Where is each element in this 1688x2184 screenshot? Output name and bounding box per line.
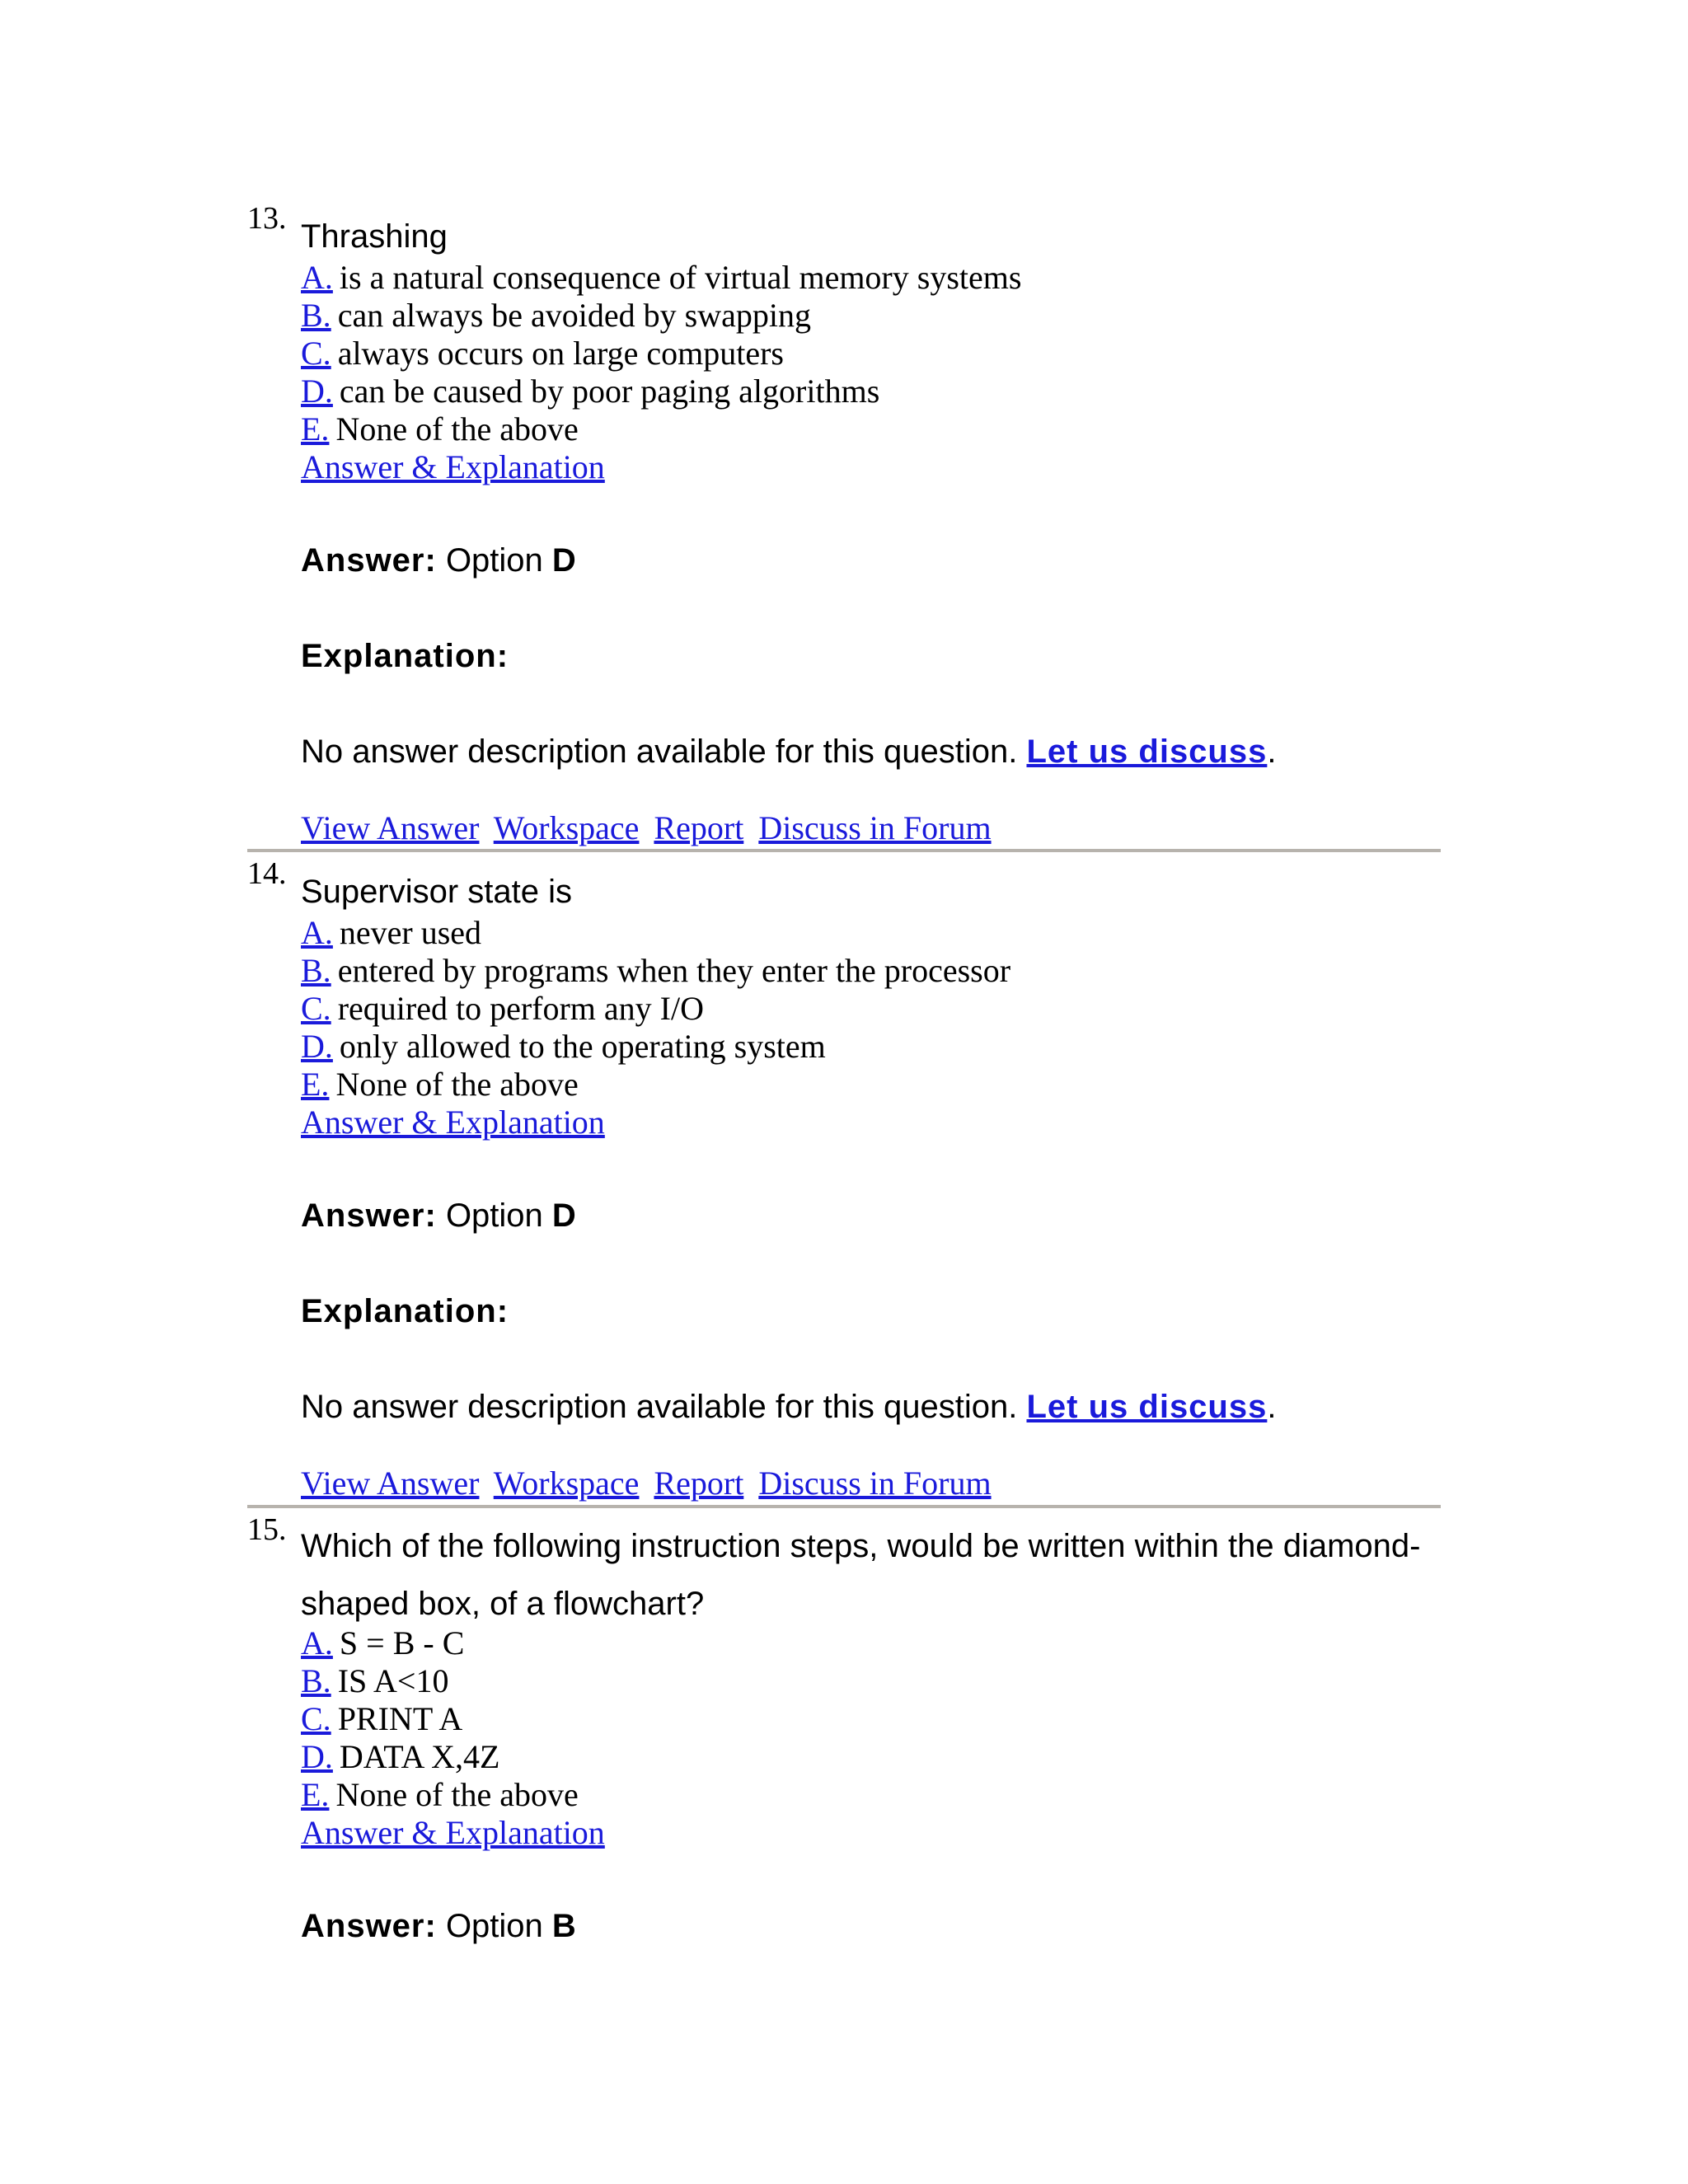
question-number: 14. xyxy=(247,856,287,891)
options-list xyxy=(301,914,1441,1104)
option-e-text: None of the above xyxy=(335,410,579,448)
option-e xyxy=(301,410,1441,448)
explanation-text xyxy=(301,732,1441,771)
discuss-suffix: . xyxy=(1267,1389,1277,1425)
option-e-link[interactable]: E. xyxy=(301,410,330,448)
option-e xyxy=(301,1776,1441,1814)
option-e-link[interactable]: E. xyxy=(301,1066,330,1103)
option-e-text: None of the above xyxy=(335,1776,579,1813)
explanation-body: No answer description available for this question. xyxy=(301,733,1018,770)
question-divider xyxy=(247,849,1441,852)
option-c-text: PRINT A xyxy=(337,1700,463,1737)
option-a-text: never used xyxy=(339,914,482,951)
question-14 xyxy=(247,855,1441,1502)
question-text-line-2: shaped box, of a flowchart? xyxy=(301,1586,705,1622)
option-a-link[interactable]: A. xyxy=(301,1624,333,1661)
option-d-link[interactable]: D. xyxy=(301,373,333,410)
workspace-link[interactable]: Workspace xyxy=(493,1465,640,1502)
question-divider xyxy=(247,1505,1441,1508)
option-b-text: entered by programs when they enter the processor xyxy=(337,952,1011,989)
question-number: 15. xyxy=(247,1512,287,1547)
report-link[interactable]: Report xyxy=(654,1465,744,1502)
option-b xyxy=(301,297,1441,335)
explanation-label: Explanation: xyxy=(301,1293,509,1329)
question-actions xyxy=(301,809,1441,847)
option-c-link[interactable]: C. xyxy=(301,1700,331,1737)
answer-option: D xyxy=(551,542,576,579)
option-d-text: can be caused by poor paging algorithms xyxy=(339,373,880,410)
option-c xyxy=(301,335,1441,373)
answer-prefix: Option xyxy=(445,542,543,579)
answer-explanation-link[interactable]: Answer & Explanation xyxy=(301,1104,605,1141)
answer-line xyxy=(301,1906,1441,1946)
discuss-suffix: . xyxy=(1267,733,1277,770)
option-d xyxy=(301,1028,1441,1066)
option-e-text: None of the above xyxy=(335,1066,579,1103)
explanation-text xyxy=(301,1387,1441,1427)
answer-label: Answer: xyxy=(301,1908,437,1944)
lets-discuss-link[interactable]: Let us discuss xyxy=(1026,733,1268,770)
options-list xyxy=(301,1624,1441,1814)
explanation-label: Explanation: xyxy=(301,638,509,674)
option-a xyxy=(301,914,1441,952)
option-b xyxy=(301,1662,1441,1700)
question-text xyxy=(301,1517,1441,1633)
answer-option: B xyxy=(551,1908,576,1944)
option-a-link[interactable]: A. xyxy=(301,259,333,296)
option-c xyxy=(301,990,1441,1028)
question-15 xyxy=(247,1511,1441,1946)
question-text: Supervisor state is xyxy=(301,874,573,910)
question-body xyxy=(301,200,1441,847)
option-b-link[interactable]: B. xyxy=(301,952,331,989)
option-c-text: always occurs on large computers xyxy=(337,335,784,372)
report-link[interactable]: Report xyxy=(654,809,744,846)
option-d-link[interactable]: D. xyxy=(301,1738,333,1775)
option-a-text: S = B - C xyxy=(339,1624,465,1661)
option-b xyxy=(301,952,1441,990)
option-d-link[interactable]: D. xyxy=(301,1028,333,1065)
option-a-link[interactable]: A. xyxy=(301,914,333,951)
lets-discuss-link[interactable]: Let us discuss xyxy=(1026,1389,1268,1425)
option-a xyxy=(301,259,1441,297)
answer-line xyxy=(301,1196,1441,1235)
view-answer-link[interactable]: View Answer xyxy=(301,809,480,846)
options-list xyxy=(301,259,1441,448)
option-c-link[interactable]: C. xyxy=(301,990,331,1027)
option-c xyxy=(301,1700,1441,1738)
option-b-link[interactable]: B. xyxy=(301,297,331,334)
option-b-text: IS A<10 xyxy=(337,1662,449,1699)
option-d xyxy=(301,1738,1441,1776)
question-number: 13. xyxy=(247,201,287,236)
answer-explanation-link[interactable]: Answer & Explanation xyxy=(301,448,605,485)
option-c-text: required to perform any I/O xyxy=(337,990,704,1027)
option-b-text: can always be avoided by swapping xyxy=(337,297,811,334)
answer-prefix: Option xyxy=(445,1197,543,1234)
question-text-line-1: Which of the following instruction steps, would be written within the diamond- xyxy=(301,1528,1421,1564)
workspace-link[interactable]: Workspace xyxy=(493,809,640,846)
option-e xyxy=(301,1066,1441,1104)
question-13 xyxy=(247,200,1441,847)
option-a-text: is a natural consequence of virtual memory systems xyxy=(339,259,1022,296)
question-body xyxy=(301,1511,1441,1946)
answer-line xyxy=(301,541,1441,580)
answer-prefix: Option xyxy=(445,1908,543,1944)
option-d-text: only allowed to the operating system xyxy=(339,1028,826,1065)
question-text: Thrashing xyxy=(301,218,448,255)
answer-label: Answer: xyxy=(301,1197,437,1234)
answer-label: Answer: xyxy=(301,542,437,579)
option-d xyxy=(301,373,1441,410)
answer-option: D xyxy=(551,1197,576,1234)
question-body xyxy=(301,855,1441,1502)
option-d-text: DATA X,4Z xyxy=(339,1738,500,1775)
discuss-in-forum-link[interactable]: Discuss in Forum xyxy=(758,809,992,846)
explanation-body: No answer description available for this question. xyxy=(301,1389,1018,1425)
option-e-link[interactable]: E. xyxy=(301,1776,330,1813)
view-answer-link[interactable]: View Answer xyxy=(301,1465,480,1502)
option-b-link[interactable]: B. xyxy=(301,1662,331,1699)
option-c-link[interactable]: C. xyxy=(301,335,331,372)
answer-explanation-link[interactable]: Answer & Explanation xyxy=(301,1814,605,1851)
discuss-in-forum-link[interactable]: Discuss in Forum xyxy=(758,1465,992,1502)
question-actions xyxy=(301,1465,1441,1502)
